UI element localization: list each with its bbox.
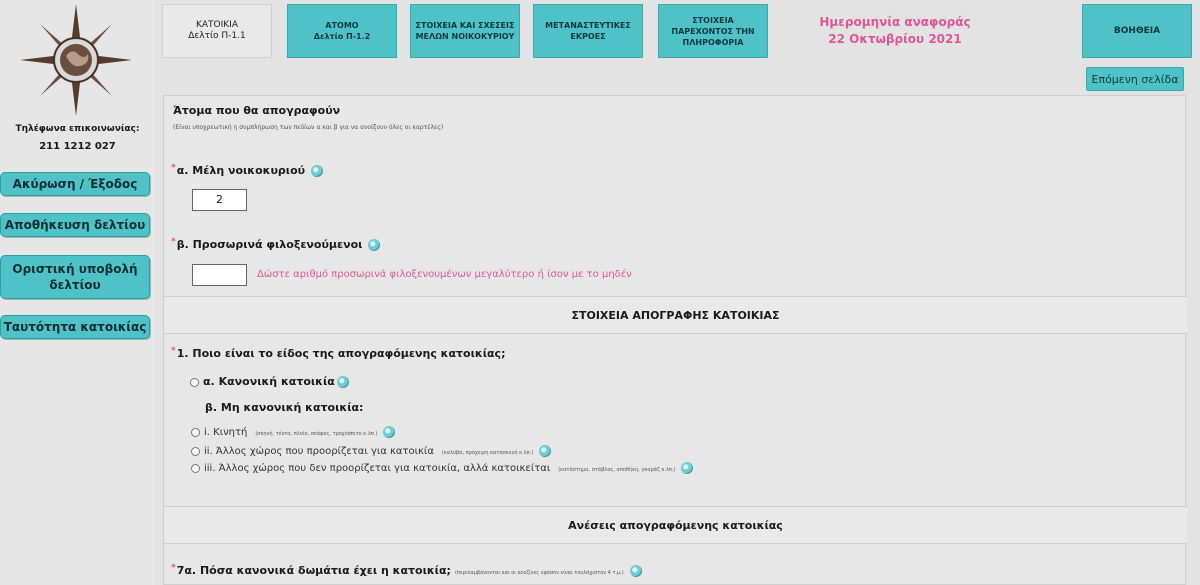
required-mark: * [171,346,176,356]
info-icon[interactable] [311,165,323,177]
q1-question [171,347,505,360]
radio-other-intended[interactable] [191,447,200,456]
radio-mobile[interactable] [191,428,200,437]
guests-input[interactable] [192,264,247,286]
option-other-not-intended-label: iii. Άλλος χώρος που δεν προορίζεται για κατοικία, αλλά κατοικείται [204,463,551,474]
option-other-intended-hint: (καλύβα, πρόχειρη κατασκευή κ.λπ.) [441,450,534,456]
contact-label: Τηλέφωνα επικοινωνίας: [15,124,140,134]
required-mark: * [171,163,176,173]
option-other-not-intended-hint: (κατάστημα, στάβλος, αποθήκη, γκαράζ κ.λπ.) [558,467,676,473]
tab-household-members[interactable]: ΣΤΟΙΧΕΙΑ ΚΑΙ ΣΧΕΣΕΙΣ ΜΕΛΩΝ ΝΟΙΚΟΚΥΡΙΟΥ [410,4,520,58]
tab-person-title: ΑΤΟΜΟ [325,21,359,30]
final-submit-button[interactable]: Οριστική υποβολή δελτίου [0,255,150,299]
info-icon[interactable] [539,445,551,457]
members-question [171,164,323,177]
members-label: α. Μέλη νοικοκυριού [176,164,306,177]
dwelling-identity-button[interactable]: Ταυτότητα κατοικίας [0,315,150,339]
radio-normal-dwelling[interactable] [190,378,199,387]
section-census-header: ΣΤΟΙΧΕΙΑ ΑΠΟΓΡΑΦΗΣ ΚΑΤΟΙΚΙΑΣ [164,296,1187,334]
q7a-hint: (περιλαμβάνονται και οι κουζίνες εφόσον είναι τουλάχιστον 4 τ.μ.) [454,570,624,576]
info-icon[interactable] [368,239,380,251]
reference-date [785,14,1005,48]
persons-title: Άτομα που θα απογραφούν [173,104,341,117]
option-other-intended-label: ii. Άλλος χώρος που προορίζεται για κατοικία [204,446,434,457]
form-panel [163,95,1186,585]
info-icon[interactable] [383,426,395,438]
tab-dwelling-subtitle: Δελτίο Π-1.1 [188,31,246,41]
tab-dwelling[interactable] [162,4,272,58]
option-other-intended[interactable] [191,445,551,457]
option-mobile-label: i. Κινητή [204,427,248,438]
info-icon[interactable] [337,376,349,388]
top-navigation [155,0,1200,66]
required-mark: * [171,563,176,573]
save-form-button[interactable]: Αποθήκευση δελτίου [0,213,150,237]
help-button[interactable]: ΒΟΗΘΕΙΑ [1082,4,1192,58]
contact-phone: 211 1212 027 [39,141,116,152]
q1-label: 1. Ποιο είναι το είδος της απογραφόμενης κατοικίας; [176,347,506,360]
tab-migration-outflows[interactable]: ΜΕΤΑΝΑΣΤΕΥΤΙΚΕΣ ΕΚΡΟΕΣ [533,4,643,58]
option-other-not-intended[interactable] [191,462,693,474]
tab-person-subtitle: Δελτίο Π-1.2 [313,32,371,41]
info-icon[interactable] [630,565,642,577]
guests-question [171,238,380,251]
option-mobile-hint: (σκηνή, τέντα, πλοίο, σκάφος, τροχόσπιτο κ.λπ.) [255,431,378,437]
option-mobile[interactable] [191,426,395,438]
tab-person[interactable] [287,4,397,58]
tab-dwelling-title: ΚΑΤΟΙΚΙΑ [195,20,238,30]
section-amenities-header: Ανέσεις απογραφόμενης κατοικίας [164,506,1187,544]
radio-other-not-intended[interactable] [191,464,200,473]
q7a-label: 7α. Πόσα κανονικά δωμάτια έχει η κατοικία; [176,564,451,577]
persons-note: (Είναι υποχρεωτική η συμπλήρωση των πεδίων α και β για να ανοίξουν όλες οι καρτέλες) [173,124,444,131]
option-normal-dwelling[interactable] [190,375,349,388]
non-normal-dwelling-label: β. Μη κανονική κατοικία: [205,401,364,414]
guests-error-message: Δώστε αριθμό προσωρινά φιλοξενουμένων μεγαλύτερο ή ίσον με το μηδέν [257,269,632,280]
option-normal-dwelling-label: α. Κανονική κατοικία [203,375,335,388]
reference-date-value: 22 Οκτωβρίου 2021 [828,32,962,46]
q7a-question [171,564,642,577]
required-mark: * [171,237,176,247]
info-icon[interactable] [681,462,693,474]
tab-informant-details[interactable]: ΣΤΟΙΧΕΙΑ ΠΑΡΕΧΟΝΤΟΣ ΤΗΝ ΠΛΗΡΟΦΟΡΙΑ [658,4,768,58]
members-input[interactable]: 2 [192,189,247,211]
next-page-button[interactable]: Επόμενη σελίδα [1086,67,1184,91]
cancel-exit-button[interactable]: Ακύρωση / Έξοδος [0,172,150,196]
sidebar [0,0,155,585]
reference-date-label: Ημερομηνία αναφοράς [819,15,971,29]
guests-label: β. Προσωρινά φιλοξενούμενοι [176,238,363,251]
compass-logo-icon [20,4,132,116]
